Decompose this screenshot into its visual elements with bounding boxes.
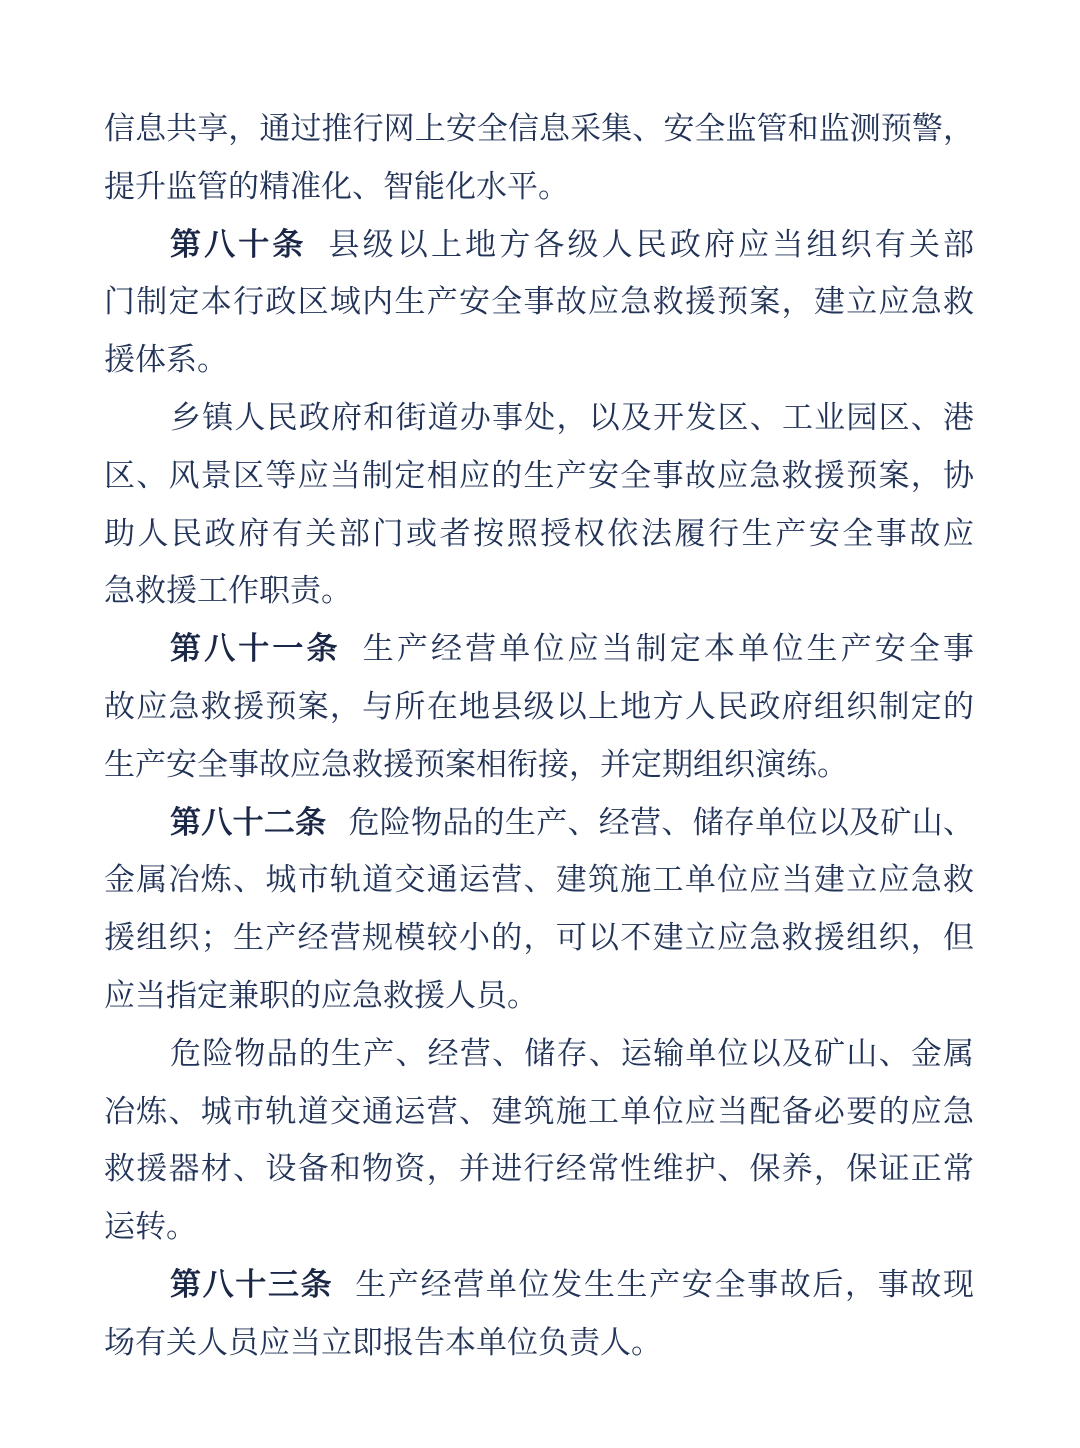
line-text: 救援器材、设备和物资，并进行经常性维护、保养，保证正常 xyxy=(104,1151,974,1187)
text-line xyxy=(104,158,974,216)
text-line xyxy=(104,1083,974,1141)
line-text: 助人民政府有关部门或者按照授权依法履行生产安全事故应 xyxy=(104,515,974,551)
line-text: 冶炼、城市轨道交通运营、建筑施工单位应当配备必要的应急 xyxy=(104,1093,974,1129)
line-text: 危险物品的生产、经营、储存单位以及矿山、 xyxy=(348,804,974,840)
text-line xyxy=(104,216,974,274)
text-line xyxy=(104,909,974,967)
text-line xyxy=(104,967,974,1025)
text-line xyxy=(104,389,974,447)
line-text: 援体系。 xyxy=(104,342,228,378)
document-body xyxy=(104,100,974,1372)
line-text: 运转。 xyxy=(104,1209,197,1245)
article-number-label: 第八十二条 xyxy=(170,804,327,840)
line-text: 金属冶炼、城市轨道交通运营、建筑施工单位应当建立应急救 xyxy=(104,862,974,898)
line-text: 生产经营单位应当制定本单位生产安全事 xyxy=(362,631,974,667)
article-number-label: 第八十三条 xyxy=(170,1266,334,1302)
text-line xyxy=(104,678,974,736)
line-text: 急救援工作职责。 xyxy=(104,573,352,609)
text-line xyxy=(104,447,974,505)
line-text: 区、风景区等应当制定相应的生产安全事故应急救援预案，协 xyxy=(104,457,974,493)
line-text: 场有关人员应当立即报告本单位负责人。 xyxy=(104,1324,662,1360)
line-text: 乡镇人民政府和街道办事处，以及开发区、工业园区、港 xyxy=(170,399,974,435)
text-line xyxy=(104,1025,974,1083)
line-text: 危险物品的生产、经营、储存、运输单位以及矿山、金属 xyxy=(170,1035,974,1071)
article-number-label: 第八十一条 xyxy=(170,631,341,667)
line-text: 门制定本行政区域内生产安全事故应急救援预案，建立应急救 xyxy=(104,284,974,320)
line-text: 生产经营单位发生生产安全事故后，事故现 xyxy=(355,1266,974,1302)
text-line xyxy=(104,1314,974,1372)
text-line xyxy=(104,562,974,620)
text-line xyxy=(104,273,974,331)
text-line xyxy=(104,1140,974,1198)
line-text: 生产安全事故应急救援预案相衔接，并定期组织演练。 xyxy=(104,746,848,782)
text-line xyxy=(104,331,974,389)
line-text: 提升监管的精准化、智能化水平。 xyxy=(104,168,569,204)
article-number-label: 第八十条 xyxy=(170,226,307,262)
line-text: 信息共享，通过推行网上安全信息采集、安全监管和监测预警， xyxy=(104,111,974,146)
line-text: 县级以上地方各级人民政府应当组织有关部 xyxy=(328,226,974,262)
line-text: 应当指定兼职的应急救援人员。 xyxy=(104,977,538,1013)
text-line xyxy=(104,794,974,852)
text-line xyxy=(104,736,974,794)
text-line xyxy=(104,1256,974,1314)
text-line xyxy=(104,100,974,158)
text-line xyxy=(104,620,974,678)
text-line xyxy=(104,1198,974,1256)
text-line xyxy=(104,505,974,563)
line-text: 故应急救援预案，与所在地县级以上地方人民政府组织制定的 xyxy=(104,688,974,724)
text-line xyxy=(104,851,974,909)
line-text: 援组织；生产经营规模较小的，可以不建立应急救援组织，但 xyxy=(104,920,974,956)
